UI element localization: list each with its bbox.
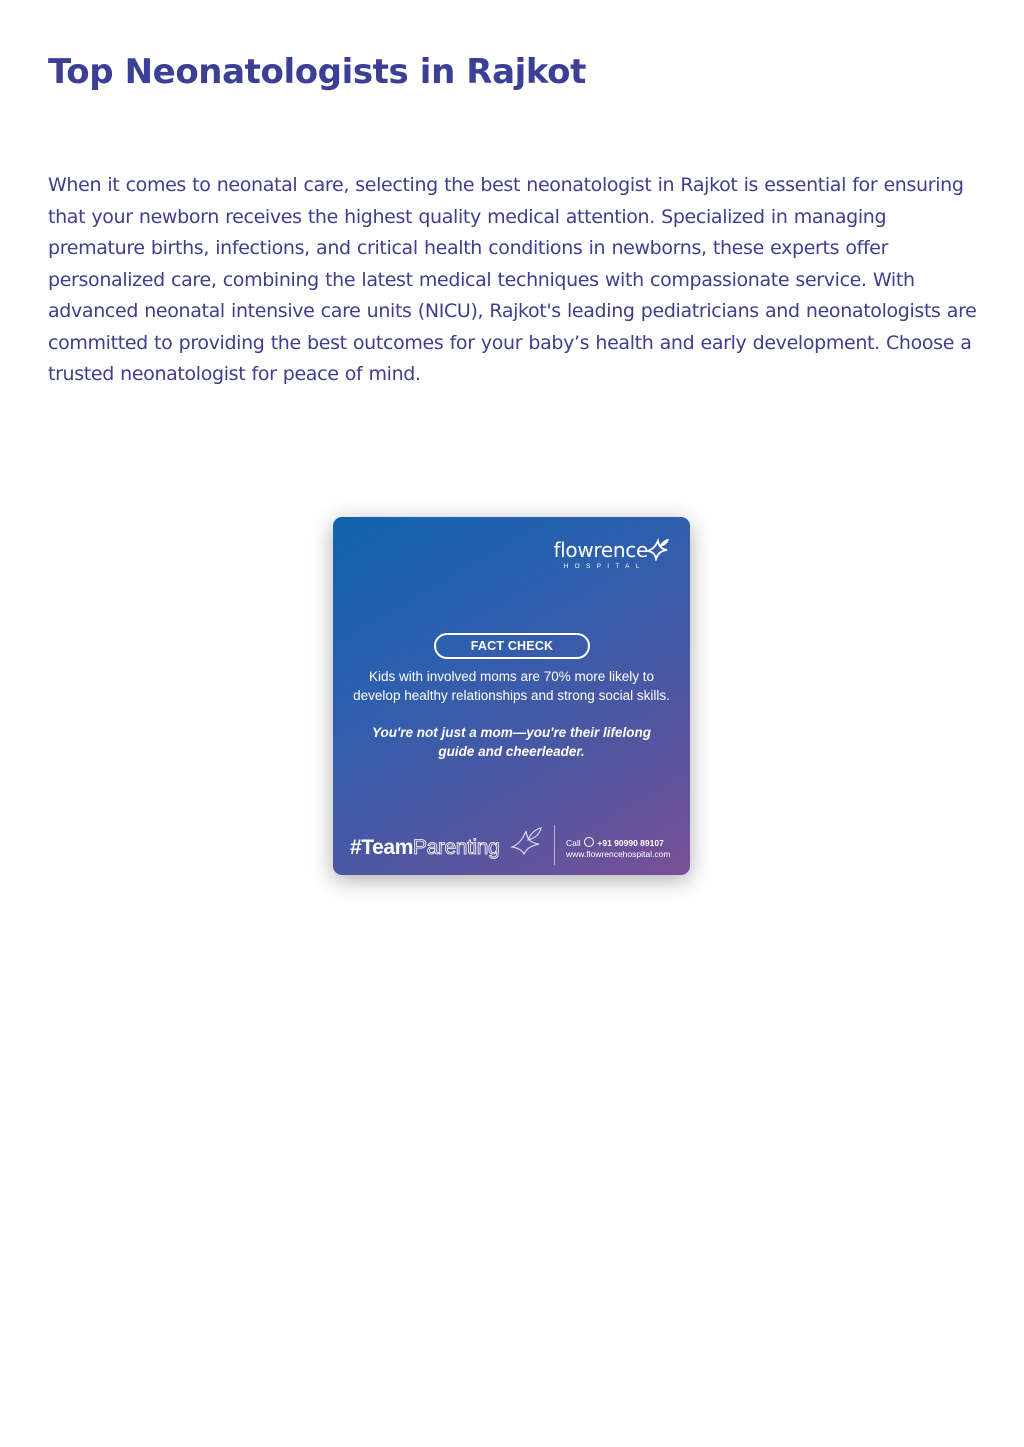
- contact-block: [566, 837, 670, 860]
- fact-statement: Kids with involved moms are 70% more likely to develop healthy relationships and strong social skills.: [353, 669, 670, 703]
- hashtag-bold-part: #Team: [350, 836, 413, 859]
- fact-emphasis: You're not just a mom—you're their lifelong guide and cheerleader.: [372, 725, 651, 759]
- butterfly-outline-icon: [509, 825, 543, 855]
- phone-number: +91 90990 89107: [597, 838, 664, 848]
- phone-icon: [584, 837, 594, 847]
- intro-paragraph: When it comes to neonatal care, selecting the best neonatologist in Rajkot is essential for ensuring that your newborn receives the highest quality medical attention. Specialized in managing premature births, infections, and critical health conditions in newborns, these experts offer personalized care, combining the latest medical techniques with compassionate service. With advanced neonatal intensive care units (NICU), Rajkot's leading pediatricians and neonatologists are committed to providing the best outcomes for your baby’s health and early development. Choose a trusted neonatologist for peace of mind.: [48, 174, 977, 385]
- team-parenting-hashtag: [350, 835, 499, 861]
- footer-divider: [554, 825, 555, 865]
- butterfly-icon: [644, 537, 670, 561]
- logo-wordmark: flowrence: [553, 538, 648, 562]
- hashtag-outline-part: Parenting: [412, 836, 500, 859]
- hospital-logo: [553, 537, 670, 570]
- call-label: Call: [566, 838, 581, 848]
- fact-check-post-image: [333, 517, 690, 875]
- logo-subtitle: HOSPITAL: [563, 563, 646, 570]
- page-title: Top Neonatologists in Rajkot: [48, 52, 586, 92]
- fact-check-badge: FACT CHECK: [434, 633, 590, 659]
- website-text: www.flowrencehospital.com: [566, 849, 671, 859]
- phone-line: [566, 837, 670, 849]
